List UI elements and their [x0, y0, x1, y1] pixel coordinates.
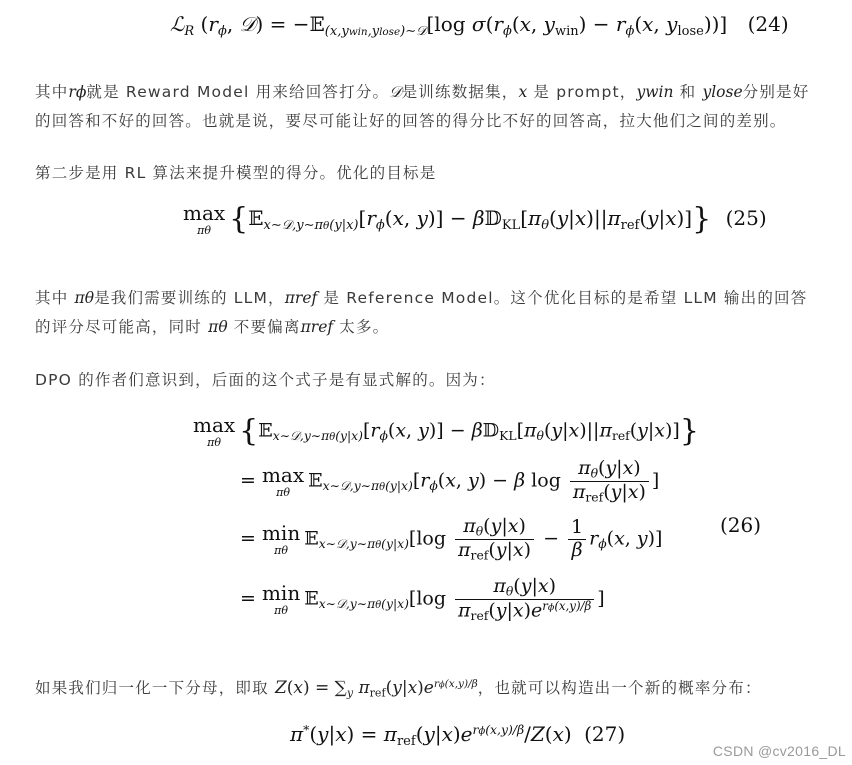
math-D: 𝒟 [389, 83, 402, 101]
text: 是 Reference Model。这个优化目标的是希望 LLM 输出的回答 [317, 289, 808, 307]
paragraph-pi-theta-line2 [35, 314, 852, 341]
max-operator: max [183, 201, 226, 225]
text: 就是 Reward Model 用来给回答打分。 [86, 83, 390, 101]
equation-27: $\pi^*(y|x) = \pi_{ref}(y|x)e^{r\phi(x,y)/\beta}/Z(x)$ (27) [290, 722, 626, 749]
text: 分别是好 [742, 83, 810, 101]
text: 如果我们归一化一下分母，即取 [35, 678, 275, 697]
paragraph-pi-theta [35, 285, 852, 312]
math-ylose: ylose [702, 83, 743, 101]
text: 不要偏离 [227, 318, 301, 336]
text: 的评分尽可能高，同时 [35, 318, 209, 336]
equation-24: ℒ$_R$ ($r_\phi$, 𝒟) = −𝔼$_{(x,ywin,ylose)\sim 𝒟}$[log $\sigma(r_\phi(x$, $y_{win}) - r_\phi(x$, $y_{lose}$))] (24) [170, 12, 789, 39]
equation-26-row-4: = min πθ 𝔼$_{x\sim 𝒟,y\sim\pi\theta(y|x)}$[log $\frac{\pi_\theta(y|x)}{\pi_{ref}(y|x)e^{r\phi(x,y)/\beta}}$ ] [240, 575, 605, 624]
equation-number: (25) [725, 206, 767, 230]
equation-number: (24) [747, 12, 789, 36]
equation-26-row-2: = max πθ $𝔼_{x\sim 𝒟,y\sim\pi\theta(y|x)}[r_\phi(x$, y) − β log $\frac{\pi_\theta(y|x)}{\pi_{ref}(y|x)}$ ] [240, 457, 660, 505]
math-x: x [518, 83, 528, 101]
paragraph-rl-step: 第二步是用 RL 算法来提升模型的得分。优化的目标是 [35, 164, 437, 182]
math-ywin: ywin [636, 83, 674, 101]
equation-26-row-1: max πθ {$𝔼_{x\sim 𝒟,y\sim\pi\theta(y|x)}[r_\phi(x$, $y)] - \beta 𝔻_{KL}[\pi_\theta(y|x)||\pi_{ref}(y|x)]$} [193, 413, 699, 449]
paragraph-normalize [35, 671, 852, 706]
text: 其中 [35, 83, 69, 101]
text: 和 [673, 83, 703, 101]
paragraph-reward-model [35, 79, 852, 106]
equation-number: (26) [720, 513, 762, 537]
operator-subscript: πθ [197, 224, 212, 237]
math-pi-theta: πθ [74, 289, 95, 307]
watermark: CSDN @cv2016_DL [712, 743, 846, 759]
math-Z: $Z(x) = \sum_y$ $\pi_{ref}(y|x)e^{r\phi(x,y)/\beta}$ [274, 677, 478, 700]
equation-25: max πθ {$𝔼_{x\sim 𝒟,y\sim\pi\theta(y|x)}[r_\phi(x$, $y)] - \beta 𝔻_{KL}[\pi_\theta(y|x)||\pi_{ref}(y|x)]$} (25) [183, 201, 767, 237]
text: ，也就可以构造出一个新的概率分布： [477, 678, 762, 697]
paragraph-reward-model-line2: 的回答和不好的回答。也就是说，要尽可能让好的回答的得分比不好的回答高，拉大他们之间的差别。 [35, 112, 787, 130]
text: 其中 [35, 289, 75, 307]
equation-26-row-3: = min πθ 𝔼$_{x\sim 𝒟,y\sim\pi\theta(y|x)}$[log $\frac{\pi_\theta(y|x)}{\pi_{ref}(y|x)}$ − $\frac{1}{\beta}$ $r_\phi(x$, y)] [240, 515, 663, 563]
math-r-phi: rϕ [68, 83, 87, 101]
text: 太多。 [333, 318, 390, 336]
paragraph-dpo: DPO 的作者们意识到，后面的这个式子是有显式解的。因为： [35, 371, 496, 389]
text: 是我们需要训练的 LLM， [94, 289, 285, 307]
text: 是训练数据集， [401, 83, 519, 101]
text: 是 prompt， [527, 83, 637, 101]
math-pi-theta: πθ [208, 318, 228, 336]
math-pi-ref: πref [284, 289, 318, 307]
equation-number: (27) [584, 722, 626, 746]
math-pi-ref: πref [300, 318, 334, 336]
